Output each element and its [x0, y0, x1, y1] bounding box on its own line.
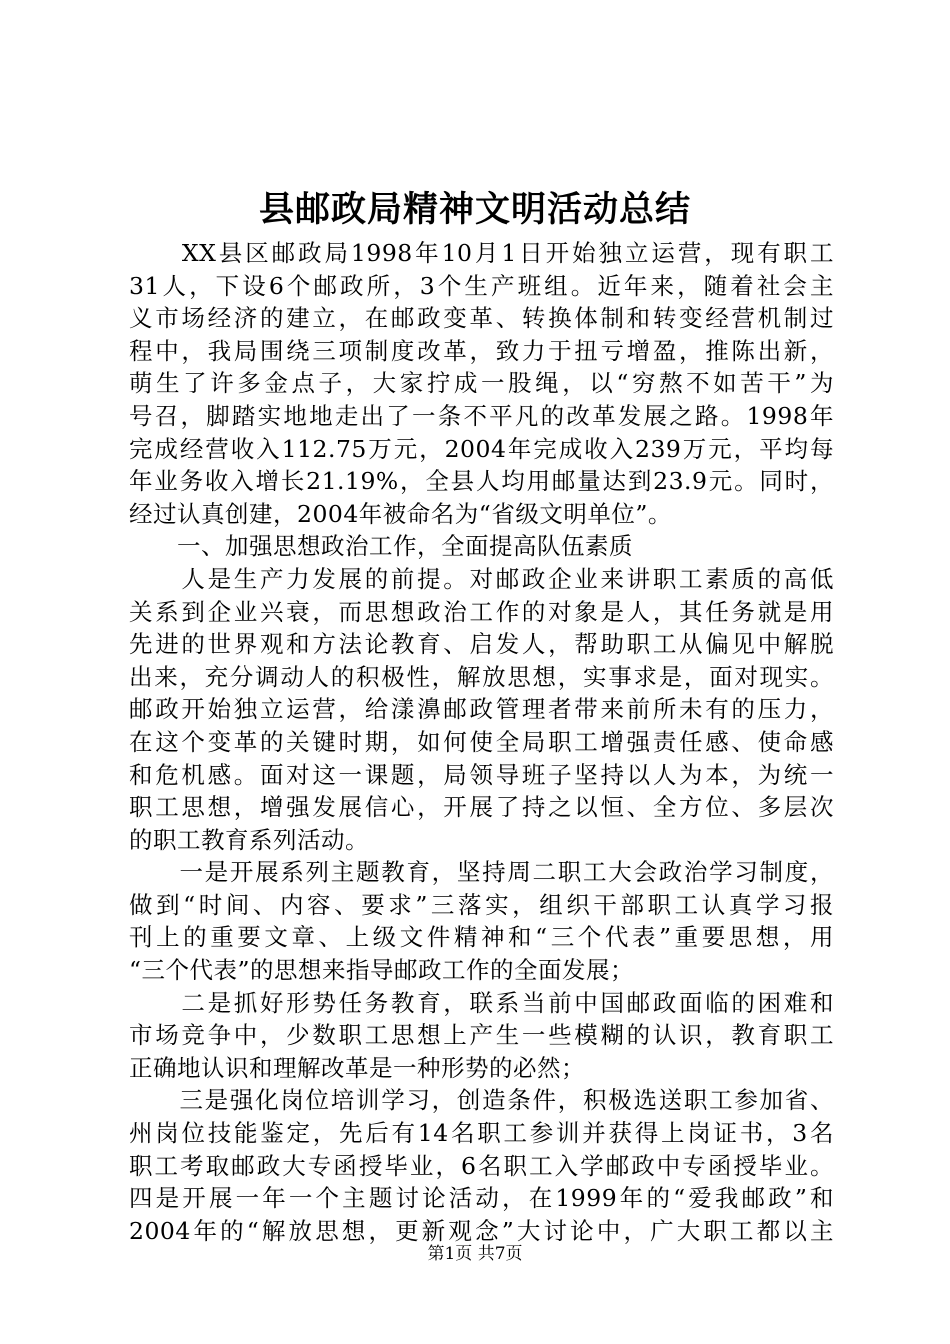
body-text-line: 萌生了许多金点子，大家拧成一股绳，以“穷熬不如苦干”为 [129, 369, 834, 398]
page-footer: 第1页 共7页 [427, 1244, 523, 1264]
body-text-line: 出来，充分调动人的积极性，解放思想，实事求是，面对现实。 [129, 662, 834, 691]
body-text-line: 市场竞争中，少数职工思想上产生一些模糊的认识，教育职工 [129, 1021, 834, 1050]
body-text-line: 邮政开始独立运营，给漾濞邮政管理者带来前所未有的压力， [129, 695, 834, 724]
document-title: 县邮政局精神文明活动总结 [258, 189, 691, 230]
body-text-line: 关系到企业兴衰，而思想政治工作的对象是人，其任务就是用 [129, 597, 834, 626]
body-text-line: XX县区邮政局1998年10月1日开始独立运营，现有职工 [129, 239, 834, 267]
body-text-line: 人是生产力发展的前提。对邮政企业来讲职工素质的高低 [129, 564, 834, 593]
body-text-line: 二是抓好形势任务教育，联系当前中国邮政面临的困难和 [129, 988, 834, 1017]
document-body [129, 237, 834, 1247]
body-text-line: 职工考取邮政大专函授毕业，6名职工入学邮政中专函授毕业。 [129, 1151, 834, 1180]
body-text-line: 先进的世界观和方法论教育、启发人，帮助职工从偏见中解脱 [129, 630, 834, 659]
body-text-line: 四是开展一年一个主题讨论活动，在1999年的“爱我邮政”和 [129, 1184, 834, 1213]
body-text-line: 号召，脚踏实地地走出了一条不平凡的改革发展之路。1998年 [129, 401, 834, 430]
body-text-line: 完成经营收入112.75万元，2004年完成收入239万元，平均每 [129, 434, 834, 463]
body-text-line: 和危机感。面对这一课题，局领导班子坚持以人为本，为统一 [129, 760, 834, 789]
body-text-line: 年业务收入增长21.19%，全县人均用邮量达到23.9元。同时， [129, 467, 834, 496]
body-text-line: 31人，下设6个邮政所，3个生产班组。近年来，随着社会主 [129, 271, 834, 300]
body-text-line: 正确地认识和理解改革是一种形势的必然； [129, 1053, 585, 1082]
body-text-line: 经过认真创建，2004年被命名为“省级文明单位”。 [129, 499, 672, 528]
body-text-line: 的职工教育系列活动。 [129, 825, 369, 854]
body-text-line: 程中，我局围绕三项制度改革，致力于扭亏增盈，推陈出新， [129, 336, 834, 365]
body-text-line: 一是开展系列主题教育，坚持周二职工大会政治学习制度， [129, 858, 834, 887]
body-text-line: 刊上的重要文章、上级文件精神和“三个代表”重要思想，用 [129, 923, 834, 952]
body-text-line: 做到“时间、内容、要求”三落实，组织干部职工认真学习报 [129, 890, 834, 919]
body-text-line: 州岗位技能鉴定，先后有14名职工参训并获得上岗证书，3名 [129, 1119, 834, 1148]
section-heading-line: 一、加强思想政治工作，全面提高队伍素质 [129, 532, 633, 561]
body-text-line: 三是强化岗位培训学习，创造条件，积极选送职工参加省、 [129, 1086, 834, 1115]
body-text-line: 在这个变革的关键时期，如何使全局职工增强责任感、使命感 [129, 727, 834, 756]
body-text-line: “三个代表”的思想来指导邮政工作的全面发展； [129, 956, 635, 985]
body-text-line: 职工思想，增强发展信心，开展了持之以恒、全方位、多层次 [129, 793, 834, 822]
body-text-line: 2004年的“解放思想，更新观念”大讨论中，广大职工都以主 [129, 1216, 834, 1245]
body-text-line: 义市场经济的建立，在邮政变革、转换体制和转变经营机制过 [129, 304, 834, 333]
